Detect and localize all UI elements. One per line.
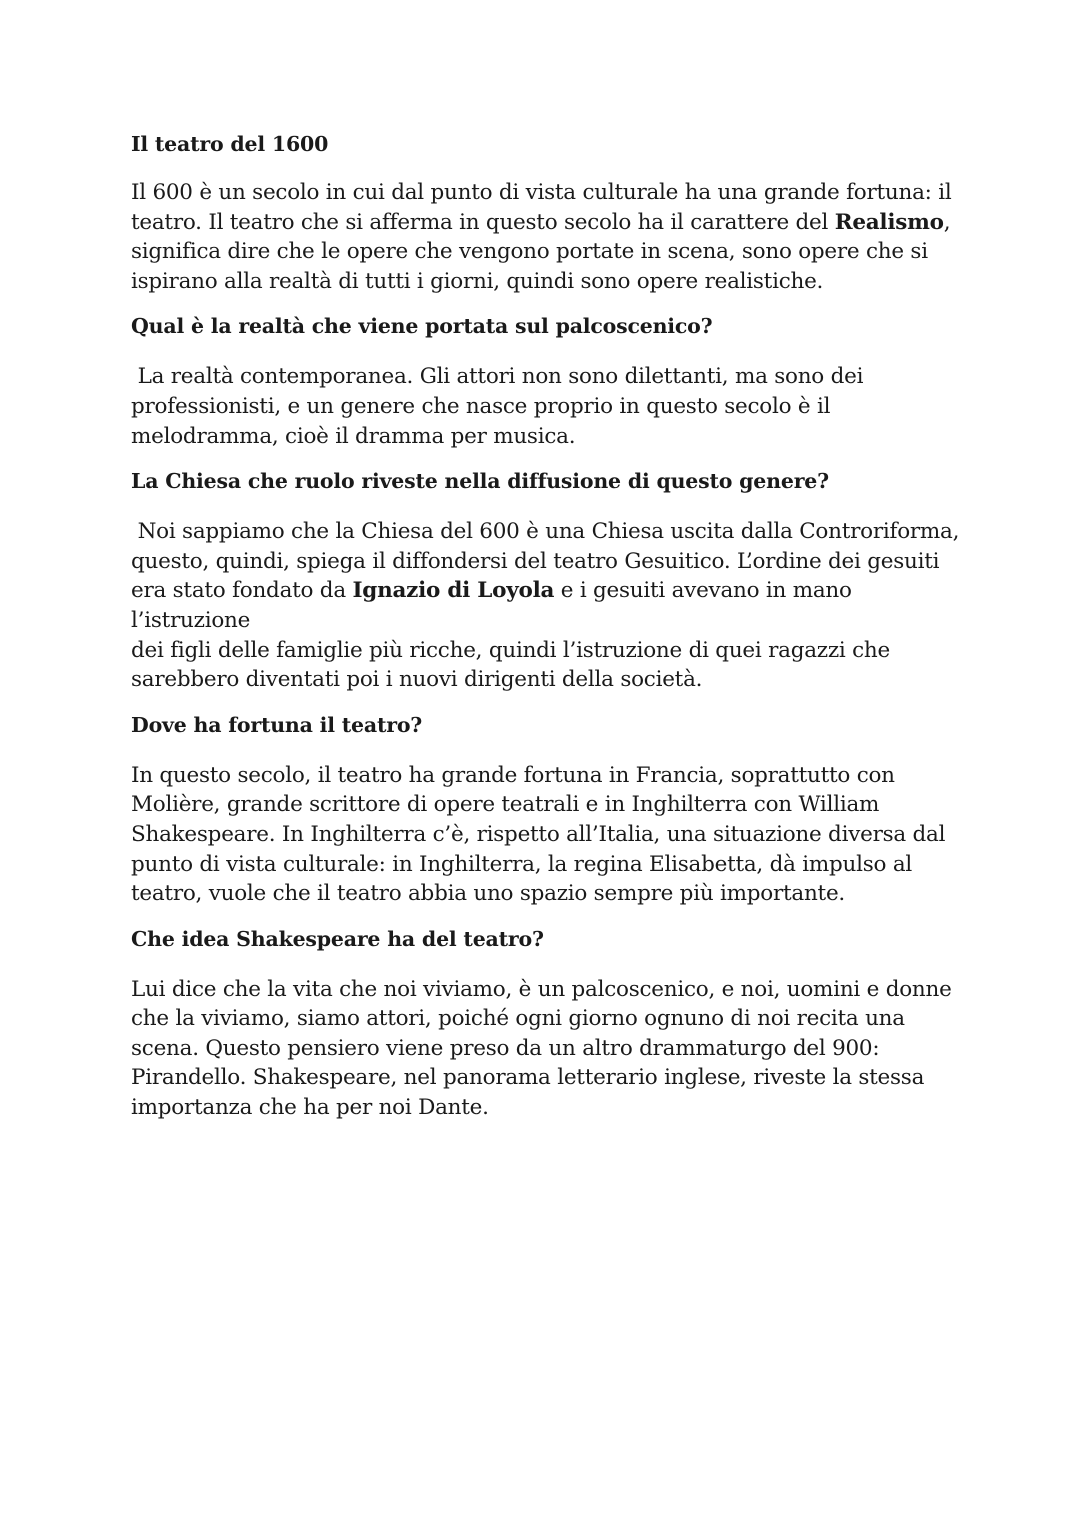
paragraph-realta (131, 362, 961, 451)
paragraph-line: melodramma, cioè il dramma per musica. (131, 423, 576, 449)
paragraph-line (131, 576, 961, 635)
paragraph-line: questo, quindi, spiega il diffondersi del teatro Gesuitico. L’ordine dei gesuiti (131, 548, 940, 574)
text-run: e i gesuiti avevano in mano l’istruzione (131, 578, 859, 633)
paragraph-line: punto di vista culturale: in Inghilterra, la regina Elisabetta, dà impulso al (131, 851, 913, 877)
paragraph-line: significa dire che le opere che vengono portate in scena, sono opere che si (131, 239, 928, 265)
document-page (131, 128, 961, 1137)
paragraph-chiesa (131, 517, 961, 695)
paragraph-line: importanza che ha per noi Dante. (131, 1095, 489, 1121)
paragraph-line: teatro, vuole che il teatro abbia uno spazio sempre più importante. (131, 881, 845, 907)
paragraph-line: professionisti, e un genere che nasce proprio in questo secolo è il (131, 393, 831, 419)
paragraph-line: sarebbero diventati poi i nuovi dirigenti della società. (131, 667, 703, 693)
text-run: , (943, 209, 951, 235)
bold-term-realismo: Realismo (834, 209, 944, 235)
paragraph-intro (131, 178, 961, 296)
text-run: era stato fondato da (131, 578, 353, 604)
document-title: Il teatro del 1600 (131, 132, 329, 156)
paragraph-line: Shakespeare. In Inghilterra c’è, rispetto all’Italia, una situazione diversa dal (131, 821, 946, 847)
paragraph-line: dei figli delle famiglie più ricche, quindi l’istruzione di quei ragazzi che (131, 637, 890, 663)
paragraph-line: Lui dice che la vita che noi viviamo, è un palcoscenico, e noi, uomini e donne (131, 976, 952, 1002)
section-heading-shakespeare: Che idea Shakespeare ha del teatro? (131, 926, 544, 951)
section-heading-chiesa: La Chiesa che ruolo riveste nella diffusione di questo genere? (131, 469, 829, 494)
section-heading-realta: Qual è la realtà che viene portata sul palcoscenico? (131, 314, 713, 339)
bold-term-loyola: Ignazio di Loyola (352, 578, 555, 604)
paragraph-line: Molière, grande scrittore di opere teatrali e in Inghilterra con William (131, 792, 880, 818)
paragraph-line: Noi sappiamo che la Chiesa del 600 è una Chiesa uscita dalla Controriforma, (131, 519, 960, 545)
paragraph-line: Pirandello. Shakespeare, nel panorama letterario inglese, riveste la stessa (131, 1065, 925, 1091)
paragraph-line: In questo secolo, il teatro ha grande fortuna in Francia, soprattutto con (131, 762, 895, 788)
paragraph-fortuna (131, 761, 961, 909)
paragraph-line: La realtà contemporanea. Gli attori non sono dilettanti, ma sono dei (131, 364, 864, 390)
paragraph-line (131, 208, 961, 238)
section-heading-fortuna: Dove ha fortuna il teatro? (131, 712, 423, 737)
paragraph-line: che la viviamo, siamo attori, poiché ogni giorno ognuno di noi recita una (131, 1006, 905, 1032)
paragraph-line: scena. Questo pensiero viene preso da un altro drammaturgo del 900: (131, 1035, 880, 1061)
text-run: teatro. Il teatro che si afferma in questo secolo ha il carattere del (131, 209, 835, 235)
paragraph-line: ispirano alla realtà di tutti i giorni, quindi sono opere realistiche. (131, 268, 824, 294)
paragraph-line: Il 600 è un secolo in cui dal punto di vista culturale ha una grande fortuna: il (131, 180, 952, 205)
paragraph-shakespeare (131, 975, 961, 1123)
